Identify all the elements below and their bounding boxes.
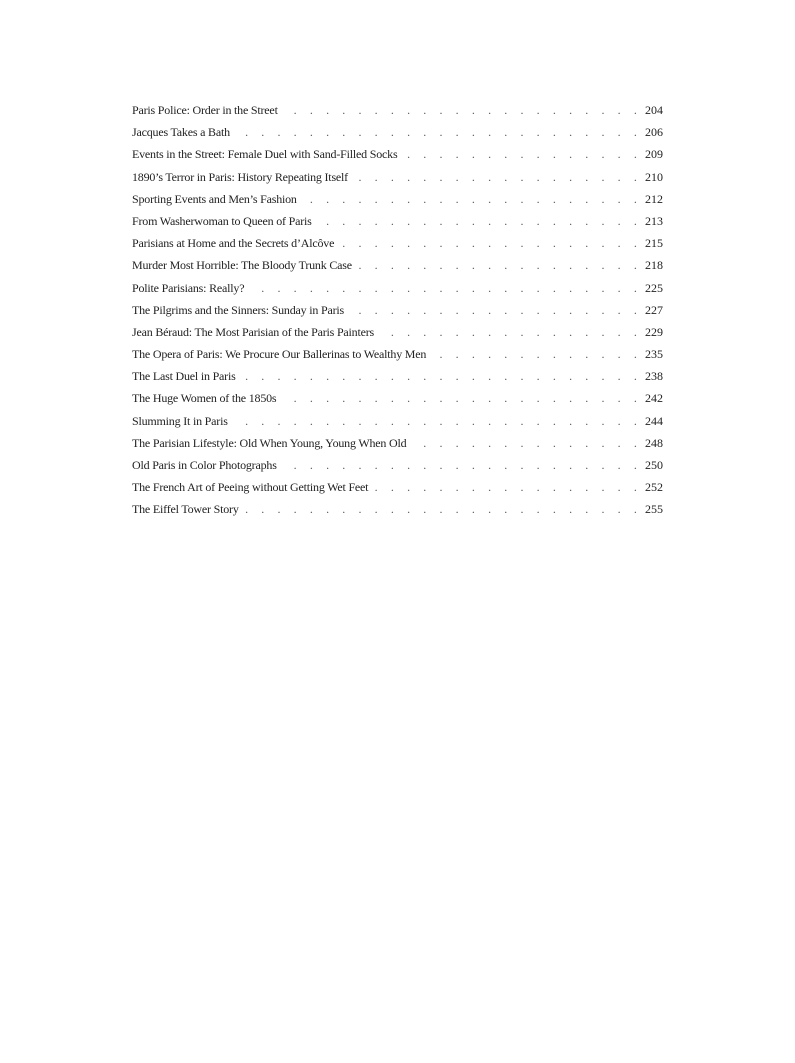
toc-dot-leader bbox=[348, 300, 642, 320]
toc-entry-page-number: 255 bbox=[645, 502, 663, 517]
toc-entry-title: Events in the Street: Female Duel with Sand-Filled Socks bbox=[132, 147, 398, 162]
toc-dot-leader bbox=[316, 211, 642, 231]
toc-dot-leader bbox=[372, 477, 642, 497]
toc-dot-leader bbox=[352, 167, 642, 187]
toc-entry[interactable] bbox=[132, 455, 663, 477]
toc-entry-title: 1890’s Terror in Paris: History Repeating Itself bbox=[132, 169, 348, 184]
toc-entry-title: Polite Parisians: Really? bbox=[132, 280, 245, 295]
toc-entry-page-number: 218 bbox=[645, 258, 663, 273]
toc-entry[interactable] bbox=[132, 100, 663, 122]
toc-entry[interactable] bbox=[132, 144, 663, 166]
toc-entry-page-number: 252 bbox=[645, 480, 663, 495]
toc-dot-leader bbox=[378, 322, 642, 342]
toc-entry-title: Slumming It in Paris bbox=[132, 413, 228, 428]
toc-entry[interactable] bbox=[132, 366, 663, 388]
toc-entry[interactable] bbox=[132, 322, 663, 344]
toc-entry-page-number: 227 bbox=[645, 302, 663, 317]
toc-entry-page-number: 248 bbox=[645, 435, 663, 450]
toc-entry[interactable] bbox=[132, 499, 663, 521]
toc-entry-title: The Pilgrims and the Sinners: Sunday in Paris bbox=[132, 302, 344, 317]
toc-entry-page-number: 212 bbox=[645, 191, 663, 206]
toc-dot-leader bbox=[248, 278, 642, 298]
toc-entry-title: The Opera of Paris: We Procure Our Ballerinas to Wealthy Men bbox=[132, 347, 427, 362]
toc-dot-leader bbox=[234, 122, 642, 142]
toc-dot-leader bbox=[282, 100, 642, 120]
toc-dot-leader bbox=[430, 344, 642, 364]
toc-entry-title: From Washerwoman to Queen of Paris bbox=[132, 213, 312, 228]
toc-entry-title: Murder Most Horrible: The Bloody Trunk Case bbox=[132, 258, 352, 273]
toc-entry[interactable] bbox=[132, 388, 663, 410]
toc-dot-leader bbox=[410, 433, 642, 453]
toc-dot-leader bbox=[240, 366, 642, 386]
toc-entry[interactable] bbox=[132, 211, 663, 233]
toc-dot-leader bbox=[280, 388, 642, 408]
toc-entry-title: The Huge Women of the 1850s bbox=[132, 391, 277, 406]
toc-dot-leader bbox=[356, 255, 642, 275]
toc-entry[interactable] bbox=[132, 233, 663, 255]
toc-entry-title: Jacques Takes a Bath bbox=[132, 125, 230, 140]
toc-dot-leader bbox=[243, 499, 642, 519]
toc-entry-page-number: 215 bbox=[645, 236, 663, 251]
toc-entry-title: Sporting Events and Men’s Fashion bbox=[132, 191, 297, 206]
toc-entry-title: The Parisian Lifestyle: Old When Young, Young When Old bbox=[132, 435, 407, 450]
toc-entry-title: Old Paris in Color Photographs bbox=[132, 458, 277, 472]
toc-entry-page-number: 229 bbox=[645, 324, 663, 339]
toc-entry-page-number: 244 bbox=[645, 413, 663, 428]
toc-dot-leader bbox=[232, 411, 642, 431]
toc-entry[interactable] bbox=[132, 189, 663, 211]
toc-entry-page-number: 213 bbox=[645, 213, 663, 228]
toc-dot-leader bbox=[301, 189, 642, 209]
toc-entry-page-number: 225 bbox=[645, 280, 663, 295]
toc-entry-title: The French Art of Peeing without Getting Wet Feet bbox=[132, 480, 369, 495]
toc-entry[interactable] bbox=[132, 122, 663, 144]
toc-entry[interactable] bbox=[132, 255, 663, 277]
toc-entry[interactable] bbox=[132, 300, 663, 322]
toc-entry-page-number: 210 bbox=[645, 169, 663, 184]
toc-entry-page-number: 204 bbox=[645, 103, 663, 117]
toc-entry-title: The Eiffel Tower Story bbox=[132, 502, 239, 517]
toc-entry-page-number: 206 bbox=[645, 125, 663, 140]
toc-entry-page-number: 235 bbox=[645, 347, 663, 362]
toc-entry-page-number: 209 bbox=[645, 147, 663, 162]
toc-entry[interactable] bbox=[132, 411, 663, 433]
toc-entry-page-number: 238 bbox=[645, 369, 663, 384]
toc-entry[interactable] bbox=[132, 278, 663, 300]
toc-entry-title: Parisians at Home and the Secrets d’Alcôve bbox=[132, 236, 335, 251]
toc-entry[interactable] bbox=[132, 167, 663, 189]
toc-dot-leader bbox=[401, 144, 642, 164]
toc-entry[interactable] bbox=[132, 433, 663, 455]
toc-entry-page-number: 242 bbox=[645, 391, 663, 406]
toc-dot-leader bbox=[338, 233, 642, 253]
toc-entry-title: Paris Police: Order in the Street bbox=[132, 103, 278, 117]
toc-entry-page-number: 250 bbox=[645, 458, 663, 472]
toc-entry[interactable] bbox=[132, 477, 663, 499]
table-of-contents bbox=[132, 100, 663, 522]
toc-entry[interactable] bbox=[132, 344, 663, 366]
toc-dot-leader bbox=[281, 455, 642, 475]
toc-entry-title: Jean Béraud: The Most Parisian of the Paris Painters bbox=[132, 324, 374, 339]
toc-entry-title: The Last Duel in Paris bbox=[132, 369, 236, 384]
